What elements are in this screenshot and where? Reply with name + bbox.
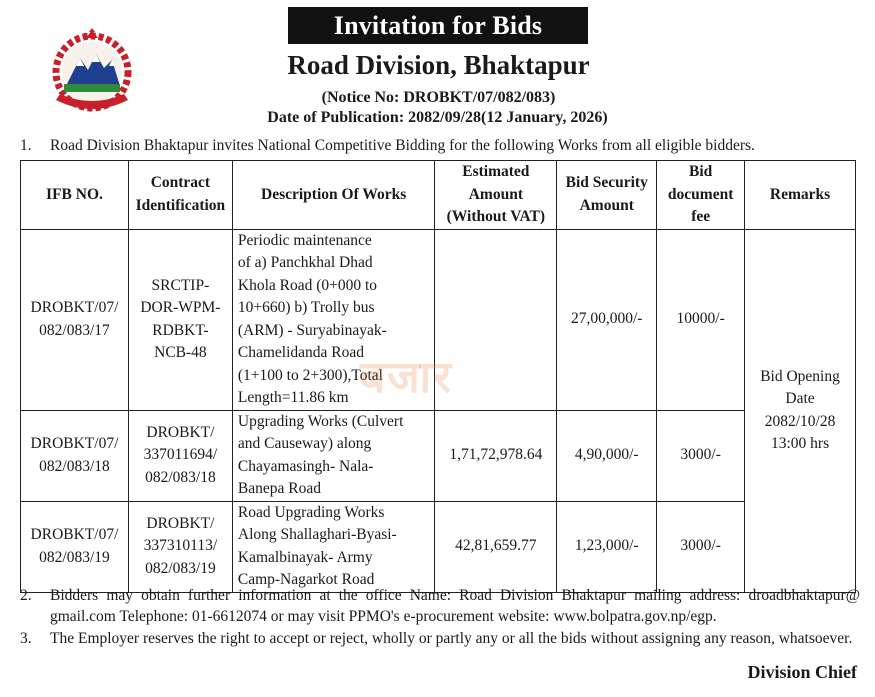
header-bid-document-fee: Bid document fee xyxy=(657,161,745,230)
signature-title: Division Chief xyxy=(747,662,857,682)
cell-description: Road Upgrading Works Along Shallaghari-Byasi- Kamalbinayak- Army Camp-Nagarkot Road xyxy=(232,501,435,592)
title-banner: Invitation for Bids xyxy=(288,7,588,44)
cell-contract-id: DROBKT/ 337011694/ 082/083/18 xyxy=(128,410,232,501)
cell-document-fee: 3000/- xyxy=(657,410,745,501)
cell-bid-security: 27,00,000/- xyxy=(557,229,657,410)
paragraph-number: 1. xyxy=(20,137,32,154)
header-ifb-no: IFB NO. xyxy=(21,161,129,230)
paragraph-text: Bidders may obtain further information at the office Name: Road Division Bhaktapur mailing address: droadbhaktapur@ gmail.com Telephone: 01-6612074 or may visit PPMO's e-procurement website: www.bolpatra.gov.np/egp. xyxy=(50,587,860,625)
paragraph-3 xyxy=(20,628,860,649)
cell-estimated-amount: 42,81,659.77 xyxy=(435,501,557,592)
header-remarks: Remarks xyxy=(745,161,856,230)
cell-ifb-no: DROBKT/07/ 082/083/18 xyxy=(21,410,129,501)
header-description: Description Of Works xyxy=(232,161,435,230)
cell-contract-id: SRCTIP- DOR-WPM- RDBKT- NCB-48 xyxy=(128,229,232,410)
paragraph-number: 3. xyxy=(20,630,32,647)
table-row xyxy=(21,501,856,592)
cell-bid-security: 4,90,000/- xyxy=(557,410,657,501)
cell-estimated-amount xyxy=(435,229,557,410)
paragraph-number: 2. xyxy=(20,587,32,604)
cell-document-fee: 10000/- xyxy=(657,229,745,410)
table-header-row xyxy=(21,161,856,230)
cell-ifb-no: DROBKT/07/ 082/083/19 xyxy=(21,501,129,592)
table-row xyxy=(21,410,856,501)
header-contract-identification: Contract Identification xyxy=(128,161,232,230)
office-name: Road Division, Bhaktapur xyxy=(287,50,590,80)
cell-estimated-amount: 1,71,72,978.64 xyxy=(435,410,557,501)
watermark: बजार xyxy=(360,352,454,403)
cell-contract-id: DROBKT/ 337310113/ 082/083/19 xyxy=(128,501,232,592)
cell-description: Upgrading Works (Culvert and Causeway) along Chayamasingh- Nala- Banepa Road xyxy=(232,410,435,501)
cell-document-fee: 3000/- xyxy=(657,501,745,592)
cell-description: Periodic maintenance of a) Panchkhal Dhad Khola Road (0+000 to 10+660) b) Trolly bus (ARM) - Suryabinayak- Chamelidanda Road (1+100 to 2+300),Total Length=11.86 km xyxy=(232,229,435,410)
notice-number: (Notice No: DROBKT/07/082/083) xyxy=(321,89,556,106)
paragraph-2 xyxy=(20,585,860,627)
paragraph-1 xyxy=(20,135,860,156)
header-estimated-amount: Estimated Amount (Without VAT) xyxy=(435,161,557,230)
cell-remarks: Bid Opening Date 2082/10/28 13:00 hrs xyxy=(745,229,856,592)
publication-date: Date of Publication: 2082/09/28(12 January, 2026) xyxy=(267,109,608,126)
cell-bid-security: 1,23,000/- xyxy=(557,501,657,592)
paragraph-text: Road Division Bhaktapur invites National Competitive Bidding for the following Works from all eligible bidders. xyxy=(50,137,755,154)
paragraph-text: The Employer reserves the right to accept or reject, wholly or partly any or all the bids without assigning any reason, whatsoever. xyxy=(50,630,853,647)
cell-ifb-no: DROBKT/07/ 082/083/17 xyxy=(21,229,129,410)
header-bid-security: Bid Security Amount xyxy=(557,161,657,230)
